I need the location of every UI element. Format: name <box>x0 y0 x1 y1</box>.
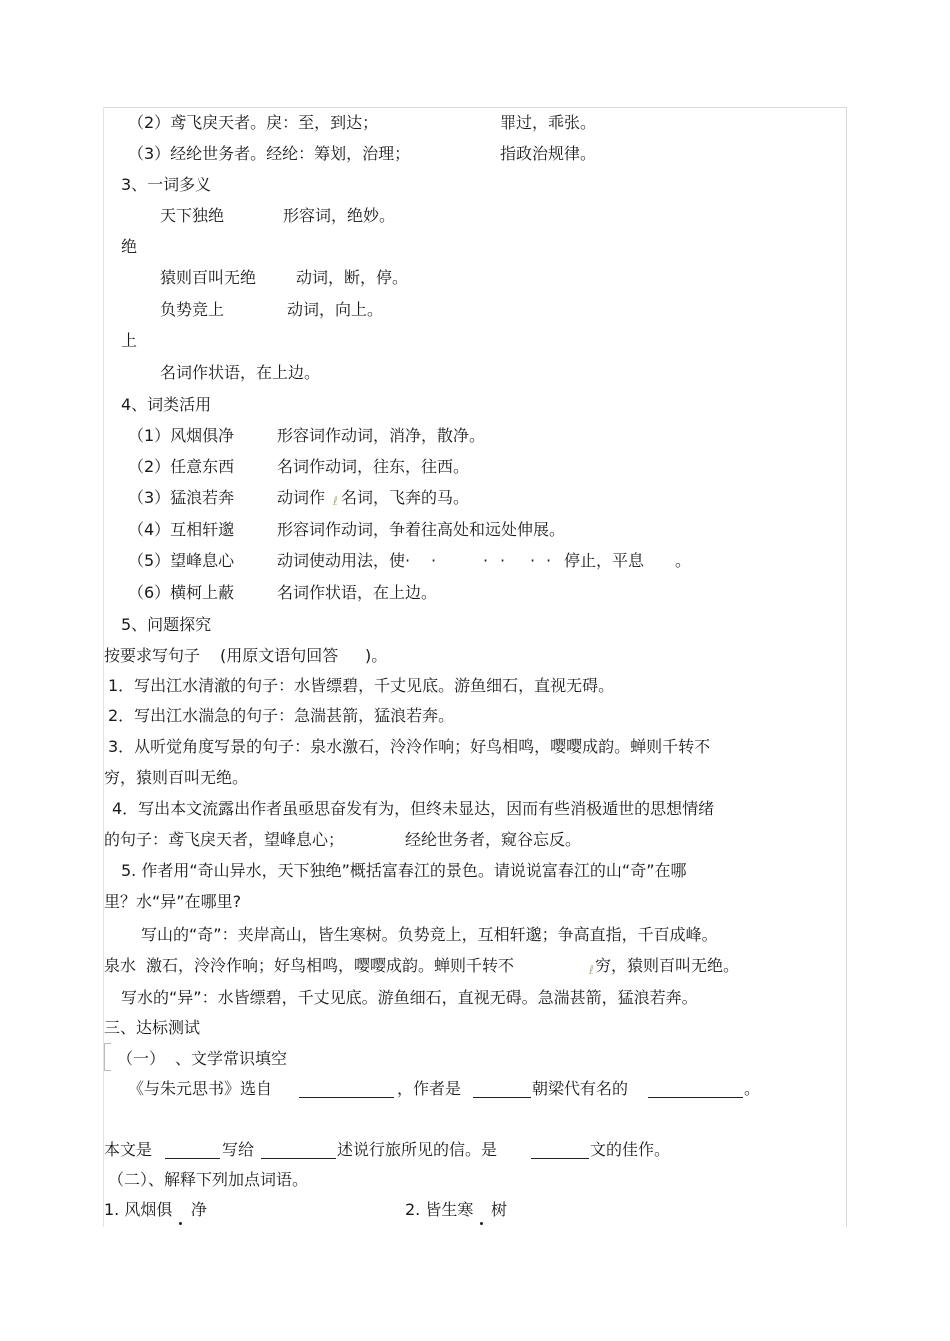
line-l31a: （一） <box>117 1049 166 1068</box>
line-l07a: 负势竞上 <box>160 300 225 319</box>
line-l32c: 朝梁代有名的 <box>532 1079 629 1098</box>
line-l29: 写水的“异”：水皆缥碧，千丈见底。游鱼细石，直视无碍。急湍甚箭，猛浪若奔。 <box>121 988 698 1007</box>
line-l19: 1．写出江水清澈的句子：水皆缥碧，千丈见底。游鱼细石，直视无碍。 <box>108 676 615 695</box>
line-l16a: （6）横柯上蔽 <box>128 583 235 602</box>
line-l16b: 名词作状语，在上边。 <box>277 583 438 602</box>
line-l35b: 净 <box>191 1200 208 1219</box>
heading-polysemy: 3、一词多义 <box>121 175 212 194</box>
line-l33a: 本文是 <box>104 1140 153 1159</box>
line-l04b: 形容词，绝妙。 <box>283 206 396 225</box>
line-l15b: 动词使动用法，使· <box>277 551 411 570</box>
line-l15f: · <box>530 551 536 570</box>
page-frame-top <box>103 107 847 108</box>
line-l28b: 激石，泠泠作响；好鸟相鸣，嘤嘤成韵。蝉则千转不 <box>146 956 515 975</box>
line-l25: 5. 作者用“奇山异水，天下独绝”概括富春江的景色。请说说富春江的山“奇”在哪 <box>121 861 687 880</box>
line-l13b: 动词作 <box>277 488 326 507</box>
line-l15e: · <box>500 551 506 570</box>
line-l09: 名词作状语，在上边。 <box>160 363 321 382</box>
line-l13a: （3）猛浪若奔 <box>128 488 235 507</box>
heading-test: 三、达标测试 <box>104 1018 201 1037</box>
line-l15d: · <box>483 551 489 570</box>
line-l27: 写山的“奇”：夹岸高山，皆生寒树。负势竞上，互相轩邈；争高直指，千百成峰。 <box>141 925 718 944</box>
line-l33c: 述说行旅所见的信。是 <box>337 1140 498 1159</box>
heading-word-class: 4、词类活用 <box>121 395 212 414</box>
line-l07b: 动词，向上。 <box>287 300 384 319</box>
line-l05: 绝 <box>121 237 138 256</box>
line-l32d: 。 <box>744 1079 761 1098</box>
bracket-mark <box>104 1043 111 1071</box>
line-l33b: 写给 <box>222 1140 255 1159</box>
line-l32a: 《与朱元思书》选自 <box>128 1079 273 1098</box>
line-l28c: 穷，猿则百叫无绝。 <box>595 956 740 975</box>
emphasis-dot <box>179 1222 182 1225</box>
line-l18b: (用原文语句回答 <box>220 646 339 665</box>
line-l34: （二）、解释下列加点词语。 <box>108 1170 309 1189</box>
line-l15a: （5）望峰息心 <box>128 551 235 570</box>
line-l04a: 天下独绝 <box>160 206 225 225</box>
line-l12a: （2）任意东西 <box>128 457 235 476</box>
line-l18c: )。 <box>365 646 388 665</box>
line-l15c: · <box>431 551 437 570</box>
line-l18a: 按要求写句子 <box>104 646 201 665</box>
line-l35a: 1. 风烟俱 <box>104 1200 173 1219</box>
line-l33d: 文的佳作。 <box>590 1140 671 1159</box>
line-l11a: （1）风烟俱净 <box>128 426 235 445</box>
blank-writer[interactable] <box>165 1142 220 1159</box>
page-frame-right <box>846 107 847 1227</box>
line-l15g: · <box>546 551 552 570</box>
line-l28a: 泉水 <box>104 956 137 975</box>
line-l06b: 动词，断，停。 <box>296 268 409 287</box>
line-l14b: 形容词作动词，争着往高处和远处伸展。 <box>277 520 566 539</box>
line-l32b: ，作者是 <box>397 1079 462 1098</box>
line-l24a: 的句子：鸢飞戾天者，望峰息心； <box>104 830 345 849</box>
line-l06a: 猿则百叫无绝 <box>160 268 257 287</box>
blank-source[interactable] <box>299 1081 394 1098</box>
line-l26: 里？水“异”在哪里? <box>104 892 242 911</box>
line-l24b: 经纶世务者，窥谷忘反。 <box>405 830 582 849</box>
line-l13c: 名词，飞奔的马。 <box>341 488 470 507</box>
heading-inquiry: 5、问题探究 <box>121 615 212 634</box>
blank-recipient[interactable] <box>261 1142 336 1159</box>
line-l22: 穷，猿则百叫无绝。 <box>104 768 249 787</box>
line-l01a: （2）鸢飞戾天者。戾：至，到达； <box>128 113 379 132</box>
line-l02a: （3）经纶世务者。经纶：筹划，治理； <box>128 144 411 163</box>
line-l14a: （4）互相轩邈 <box>128 520 235 539</box>
line-l20: 2．写出江水湍急的句子：急湍甚箭，猛浪若奔。 <box>108 706 455 725</box>
faint-mark-2: ℓ <box>589 963 594 977</box>
faint-mark: ℓ <box>333 494 338 508</box>
line-l15i: 。 <box>675 551 692 570</box>
line-l01b: 罪过，乖张。 <box>500 113 597 132</box>
line-l21: 3．从听觉角度写景的句子：泉水激石，泠泠作响；好鸟相鸣，嘤嘤成韵。蝉则千转不 <box>108 737 711 756</box>
line-l12b: 名词作动词，往东，往西。 <box>277 457 470 476</box>
line-l11b: 形容词作动词，消净，散净。 <box>277 426 486 445</box>
blank-title[interactable] <box>648 1081 743 1098</box>
line-l35c: 2. 皆生寒 <box>405 1200 474 1219</box>
blank-author[interactable] <box>473 1081 531 1098</box>
line-l08: 上 <box>121 331 138 350</box>
line-l02b: 指政治规律。 <box>500 144 597 163</box>
line-l31b: 、文学常识填空 <box>175 1049 288 1068</box>
line-l15h: 停止，平息 <box>564 551 645 570</box>
emphasis-dot-2 <box>480 1222 483 1225</box>
line-l23: 4．写出本文流露出作者虽亟思奋发有为，但终未显达，因而有些消极遁世的思想情绪 <box>112 799 715 818</box>
line-l35d: 树 <box>491 1200 508 1219</box>
blank-genre[interactable] <box>531 1142 589 1159</box>
